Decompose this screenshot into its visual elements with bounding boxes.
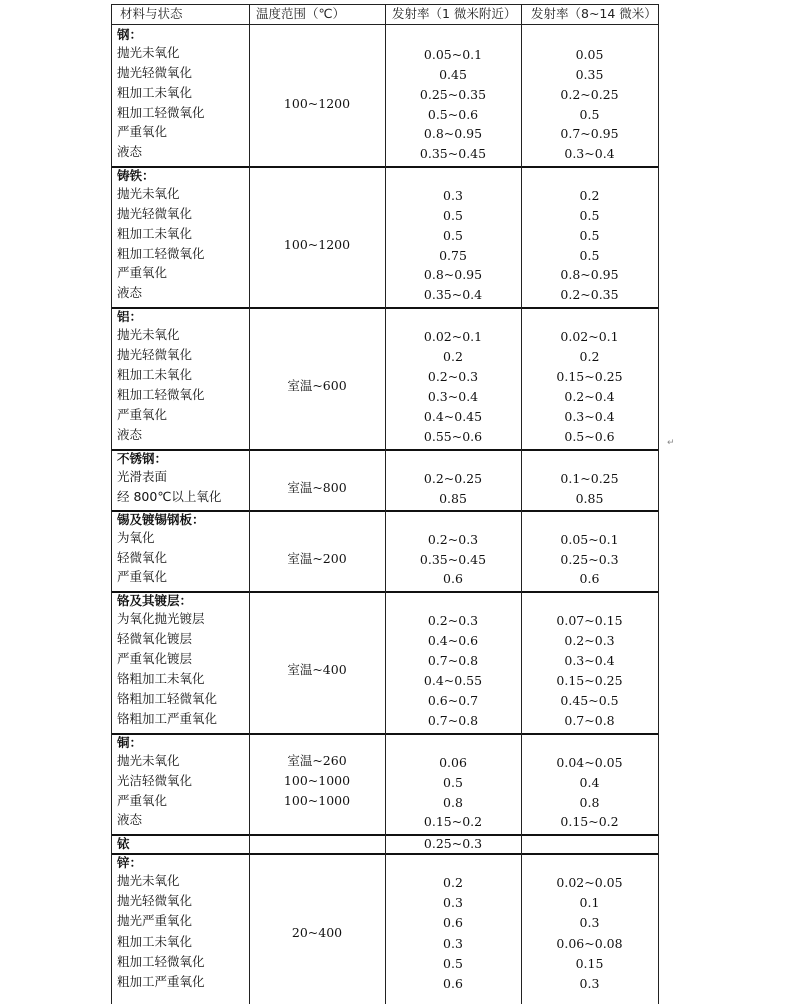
cell-emissivity-1um: 0.7~0.8 xyxy=(427,713,479,728)
cell-emissivity-8-14um: 0.15~0.2 xyxy=(560,814,619,830)
cell-temp-range-merged: 20~400 xyxy=(291,924,343,940)
cell-emissivity-1um: 0.35~0.45 xyxy=(419,551,487,567)
cell-material: 粗加工未氧化 xyxy=(117,367,193,382)
cell-emissivity-8-14um: 0.15~0.25 xyxy=(556,673,623,688)
cell-emissivity-8-14um: 0.6 xyxy=(579,571,600,587)
cell-material: 液态 xyxy=(117,812,143,828)
cell-emissivity-8-14um: 0.3~0.4 xyxy=(564,146,615,162)
cell-emissivity-1um: 0.2 xyxy=(443,875,463,890)
cell-emissivity-1um: 0.5 xyxy=(443,227,463,243)
cell-material: 铬粗加工未氧化 xyxy=(117,671,205,686)
paragraph-mark: ↵ xyxy=(667,438,675,448)
cell-emissivity-8-14um: 0.5 xyxy=(579,207,600,223)
cell-material: 液态 xyxy=(117,285,143,301)
cell-temp-range: 100~1000 xyxy=(283,792,351,808)
cell-emissivity-1um: 0.5~0.6 xyxy=(427,106,479,122)
group-name: 铱 xyxy=(117,836,130,851)
cell-emissivity-1um: 0.3 xyxy=(443,188,463,203)
cell-material: 铬粗加工轻微氧化 xyxy=(117,691,218,706)
cell-temp-range: 室温~260 xyxy=(287,753,347,768)
cell-material: 抛光严重氧化 xyxy=(117,913,193,929)
group-name: 铝： xyxy=(117,309,143,324)
cell-emissivity-1um: 0.6 xyxy=(443,571,463,587)
cell-emissivity-8-14um: 0.2 xyxy=(579,349,600,364)
cell-emissivity-1um: 0.2~0.3 xyxy=(427,369,479,384)
cell-emissivity-1um: 0.2~0.3 xyxy=(427,613,479,628)
cell-material: 粗加工轻微氧化 xyxy=(117,953,205,969)
cell-material: 轻微氧化镀层 xyxy=(117,631,193,646)
group-name: 锌： xyxy=(117,855,143,870)
group-name: 不锈钢： xyxy=(117,451,168,466)
cell-emissivity-1um: 0.5 xyxy=(443,955,463,971)
cell-material: 抛光未氧化 xyxy=(117,186,180,201)
header-material: 材料与状态 xyxy=(120,6,183,21)
cell-emissivity-8-14um: 0.8 xyxy=(579,794,600,810)
cell-emissivity-8-14um: 0.3~0.4 xyxy=(564,409,615,424)
cell-emissivity-8-14um: 0.1 xyxy=(579,895,600,911)
cell-emissivity-1um: 0.4~0.6 xyxy=(427,633,479,648)
cell-emissivity-8-14um: 0.02~0.1 xyxy=(560,329,619,344)
cell-temp-range-merged: 室温~800 xyxy=(287,479,347,495)
cell-emissivity-8-14um: 0.3~0.4 xyxy=(564,653,615,668)
cell-emissivity-8-14um: 0.45~0.5 xyxy=(560,693,619,708)
cell-material: 严重氧化镀层 xyxy=(117,651,193,666)
cell-material: 为氧化 xyxy=(117,530,155,545)
cell-material: 粗加工轻微氧化 xyxy=(117,245,205,261)
cell-emissivity-1um: 0.8~0.95 xyxy=(423,267,483,283)
cell-material: 严重氧化 xyxy=(117,124,168,140)
cell-material: 粗加工轻微氧化 xyxy=(117,387,205,402)
cell-material: 光洁轻微氧化 xyxy=(117,772,193,788)
cell-emissivity-1um: 0.3~0.4 xyxy=(427,389,479,404)
cell-material: 抛光未氧化 xyxy=(117,45,180,60)
cell-emissivity-1um: 0.8 xyxy=(443,794,463,810)
cell-emissivity-8-14um: 0.7~0.8 xyxy=(564,713,615,728)
cell-emissivity-1um: 0.35~0.45 xyxy=(419,146,487,162)
cell-emissivity-8-14um: 0.85 xyxy=(575,490,604,506)
cell-temp-range: 100~1000 xyxy=(283,772,351,788)
group-name: 铸铁： xyxy=(117,168,155,183)
cell-emissivity-1um: 0.3 xyxy=(443,895,463,911)
cell-emissivity-1um: 0.3 xyxy=(443,935,463,951)
cell-emissivity-1um: 0.4~0.55 xyxy=(423,673,483,688)
cell-emissivity-8-14um: 0.4 xyxy=(579,774,600,790)
cell-emissivity-1um: 0.05~0.1 xyxy=(423,47,483,62)
cell-emissivity-1um: 0.25~0.35 xyxy=(419,86,487,102)
cell-material: 严重氧化 xyxy=(117,407,168,422)
cell-temp-range-merged: 100~1200 xyxy=(283,95,351,111)
cell-emissivity-1um: 0.6 xyxy=(443,915,463,931)
cell-emissivity-8-14um: 0.05~0.1 xyxy=(560,532,619,547)
cell-material: 严重氧化 xyxy=(117,265,168,281)
cell-emissivity-1um: 0.7~0.8 xyxy=(427,653,479,668)
cell-emissivity-1um: 0.75 xyxy=(439,247,467,263)
cell-emissivity-1um: 0.2 xyxy=(443,349,463,364)
cell-emissivity-8-14um: 0.7~0.95 xyxy=(560,126,619,142)
cell-emissivity-1um: 0.2~0.25 xyxy=(423,471,483,486)
cell-emissivity-8-14um: 0.35 xyxy=(575,66,604,82)
cell-emissivity-1um: 0.45 xyxy=(439,66,467,82)
cell-emissivity-8-14um: 0.15~0.25 xyxy=(556,369,623,384)
cell-material: 经 800℃以上氧化 xyxy=(117,488,222,504)
cell-material: 抛光轻微氧化 xyxy=(117,347,193,362)
cell-material: 抛光轻微氧化 xyxy=(117,893,193,909)
column-line-1 xyxy=(249,4,250,1004)
cell-emissivity-8-14um: 0.2~0.4 xyxy=(564,389,615,404)
cell-material: 轻微氧化 xyxy=(117,549,168,565)
cell-emissivity-1um: 0.6 xyxy=(443,976,463,991)
cell-emissivity-1um: 0.2~0.3 xyxy=(427,532,479,547)
cell-emissivity-1um: 0.06 xyxy=(439,755,467,770)
cell-emissivity-1um: 0.02~0.1 xyxy=(423,329,483,344)
cell-emissivity-8-14um: 0.04~0.05 xyxy=(556,755,623,770)
group-name: 锡及镀锡钢板： xyxy=(117,512,205,527)
cell-emissivity-8-14um: 0.2~0.35 xyxy=(560,287,619,303)
cell-emissivity-8-14um: 0.5~0.6 xyxy=(564,429,615,444)
cell-emissivity-8-14um: 0.25~0.3 xyxy=(560,551,619,567)
cell-material: 粗加工轻微氧化 xyxy=(117,104,205,120)
cell-emissivity-8-14um: 0.07~0.15 xyxy=(556,613,623,628)
cell-emissivity-1um: 0.25~0.3 xyxy=(423,836,483,851)
cell-emissivity-8-14um: 0.06~0.08 xyxy=(556,935,623,951)
cell-material: 液态 xyxy=(117,427,143,442)
header-temp-range: 温度范围（℃） xyxy=(256,6,346,21)
header-emissivity-1um: 发射率（1 微米附近） xyxy=(392,6,517,21)
cell-emissivity-1um: 0.5 xyxy=(443,774,463,790)
cell-material: 光滑表面 xyxy=(117,469,168,484)
cell-emissivity-1um: 0.35~0.4 xyxy=(423,287,483,303)
cell-emissivity-8-14um: 0.3 xyxy=(579,915,600,931)
cell-material: 粗加工未氧化 xyxy=(117,225,193,241)
cell-temp-range-merged: 100~1200 xyxy=(283,236,351,252)
cell-temp-range-merged: 室温~200 xyxy=(287,550,347,566)
cell-emissivity-8-14um: 0.8~0.95 xyxy=(560,267,619,283)
cell-material: 粗加工未氧化 xyxy=(117,933,193,949)
cell-emissivity-8-14um: 0.5 xyxy=(579,247,600,263)
cell-emissivity-1um: 0.4~0.45 xyxy=(423,409,483,424)
cell-material: 粗加工未氧化 xyxy=(117,84,193,100)
cell-temp-range-merged: 室温~400 xyxy=(287,662,347,677)
cell-emissivity-8-14um: 0.2~0.25 xyxy=(560,86,619,102)
group-name: 钢： xyxy=(117,27,143,42)
header-emissivity-8-14um: 发射率（8~14 微米） xyxy=(531,6,657,21)
cell-emissivity-8-14um: 0.5 xyxy=(579,227,600,243)
column-line-2 xyxy=(385,4,386,1004)
cell-temp-range-merged: 室温~600 xyxy=(287,378,347,393)
cell-material: 抛光轻微氧化 xyxy=(117,64,193,80)
cell-emissivity-1um: 0.15~0.2 xyxy=(423,814,483,830)
cell-emissivity-8-14um: 0.05 xyxy=(575,47,604,62)
cell-material: 抛光未氧化 xyxy=(117,873,180,888)
group-name: 铜： xyxy=(117,735,143,750)
cell-emissivity-8-14um: 0.02~0.05 xyxy=(556,875,623,890)
column-line-0 xyxy=(111,4,112,1004)
cell-emissivity-1um: 0.8~0.95 xyxy=(423,126,483,142)
column-line-4 xyxy=(658,4,659,1004)
cell-emissivity-8-14um: 0.5 xyxy=(579,106,600,122)
cell-emissivity-1um: 0.85 xyxy=(439,490,467,506)
cell-material: 抛光未氧化 xyxy=(117,327,180,342)
cell-material: 严重氧化 xyxy=(117,569,168,585)
cell-emissivity-8-14um: 0.2 xyxy=(579,188,600,203)
cell-material: 铬粗加工严重氧化 xyxy=(117,711,218,726)
cell-material: 抛光未氧化 xyxy=(117,753,180,768)
cell-emissivity-8-14um: 0.1~0.25 xyxy=(560,471,619,486)
cell-emissivity-1um: 0.55~0.6 xyxy=(423,429,483,444)
cell-material: 液态 xyxy=(117,144,143,160)
cell-material: 抛光轻微氧化 xyxy=(117,205,193,221)
cell-material: 粗加工严重氧化 xyxy=(117,974,205,989)
cell-emissivity-1um: 0.5 xyxy=(443,207,463,223)
cell-material: 为氧化抛光镀层 xyxy=(117,611,205,626)
cell-material: 严重氧化 xyxy=(117,792,168,808)
cell-emissivity-1um: 0.6~0.7 xyxy=(427,693,479,708)
cell-emissivity-8-14um: 0.15 xyxy=(575,955,604,971)
cell-emissivity-8-14um: 0.3 xyxy=(579,976,600,991)
group-name: 铬及其镀层： xyxy=(117,593,193,608)
cell-emissivity-8-14um: 0.2~0.3 xyxy=(564,633,615,648)
column-line-3 xyxy=(521,4,522,1004)
